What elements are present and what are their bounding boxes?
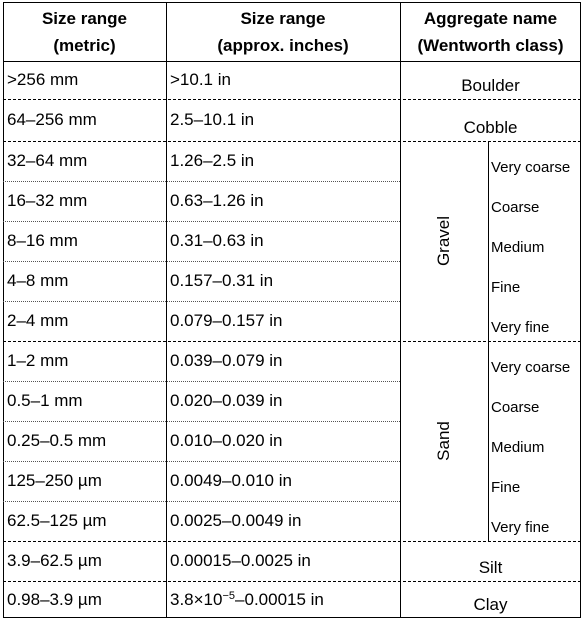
inches-cell: 0.0025–0.0049 in [170,511,302,530]
metric-cell: 4–8 mm [7,271,69,290]
gravel-text: Gravel [433,215,453,267]
row-divider [3,141,581,142]
subclass-cell: Medium [491,439,545,456]
row-divider [3,581,581,582]
subclass-cell: Medium [491,239,545,256]
subclass-cell: Fine [491,479,521,496]
aggregate-name-cell: Clay [473,595,508,614]
row-divider [3,301,400,302]
row-divider [3,461,400,462]
row-divider [3,541,581,542]
header-inches-line1: Size range [240,9,326,28]
metric-cell: 64–256 mm [7,110,97,129]
subclass-cell: Very fine [491,519,550,536]
inches-cell: 0.039–0.079 in [170,351,283,370]
inches-cell [166,581,400,618]
row-divider [3,501,400,502]
header-metric-line2: (metric) [53,36,116,55]
metric-cell: 62.5–125 µm [7,511,107,530]
column-divider [166,2,167,618]
inches-cell: 0.00015–0.0025 in [170,551,311,570]
inches-rest: –0.00015 in [235,589,324,609]
metric-cell: 3.9–62.5 µm [7,551,102,570]
metric-cell: 2–4 mm [7,311,69,330]
subclass-cell: Very coarse [491,359,571,376]
subclass-cell: Coarse [491,199,540,216]
header-name-line1: Aggregate name [423,9,558,28]
row-divider [3,381,400,382]
aggregate-name-cell: Cobble [463,118,518,137]
subclass-cell: Fine [491,279,521,296]
table-border-top [3,2,581,3]
sand-text: Sand [433,421,453,461]
metric-cell: 1–2 mm [7,351,69,370]
inches-cell: 2.5–10.1 in [170,110,255,129]
metric-cell: 125–250 µm [7,471,102,490]
metric-cell: 8–16 mm [7,231,78,250]
inches-cell: 0.157–0.31 in [170,271,274,290]
inches-cell: 0.0049–0.010 in [170,471,292,490]
metric-cell: >256 mm [7,70,79,89]
sand-group-label [400,341,488,541]
row-divider [3,99,581,100]
header-name-line2: (Wentworth class) [417,36,564,55]
subclass-cell: Very coarse [491,159,571,176]
header-divider [3,61,581,62]
inches-base: 3.8×10 [170,589,223,609]
metric-cell: 0.98–3.9 µm [7,589,102,609]
row-divider [3,221,400,222]
row-divider [3,181,400,182]
inches-cell: 0.020–0.039 in [170,391,283,410]
wentworth-size-table [3,2,581,618]
subclass-cell: Very fine [491,319,550,336]
row-divider [3,261,400,262]
inches-cell: 0.079–0.157 in [170,311,283,330]
table-border-bottom [3,617,581,618]
inches-cell: 0.010–0.020 in [170,431,283,450]
metric-cell: 0.5–1 mm [7,391,83,410]
subclass-cell: Coarse [491,399,540,416]
column-divider [400,2,401,618]
inches-cell: 0.63–1.26 in [170,191,264,210]
aggregate-name-cell: Boulder [461,76,520,95]
header-aggregate-name [400,2,581,61]
table-border-right [580,2,581,618]
metric-cell: 32–64 mm [7,151,88,170]
inches-cell: 0.31–0.63 in [170,231,264,250]
subclass-divider [488,141,489,341]
row-divider [3,421,400,422]
inches-exponent: −5 [222,589,236,602]
header-metric [3,2,166,61]
row-divider [3,341,581,342]
table-border-left [3,2,4,618]
subclass-divider [488,341,489,541]
aggregate-name-cell: Silt [478,558,503,577]
gravel-group-label [400,141,488,341]
header-metric-line1: Size range [41,9,128,28]
metric-cell: 0.25–0.5 mm [7,431,107,450]
inches-cell: >10.1 in [170,70,231,89]
header-inches [166,2,400,61]
metric-cell: 16–32 mm [7,191,88,210]
inches-cell: 1.26–2.5 in [170,151,255,170]
header-inches-line2: (approx. inches) [217,36,349,55]
